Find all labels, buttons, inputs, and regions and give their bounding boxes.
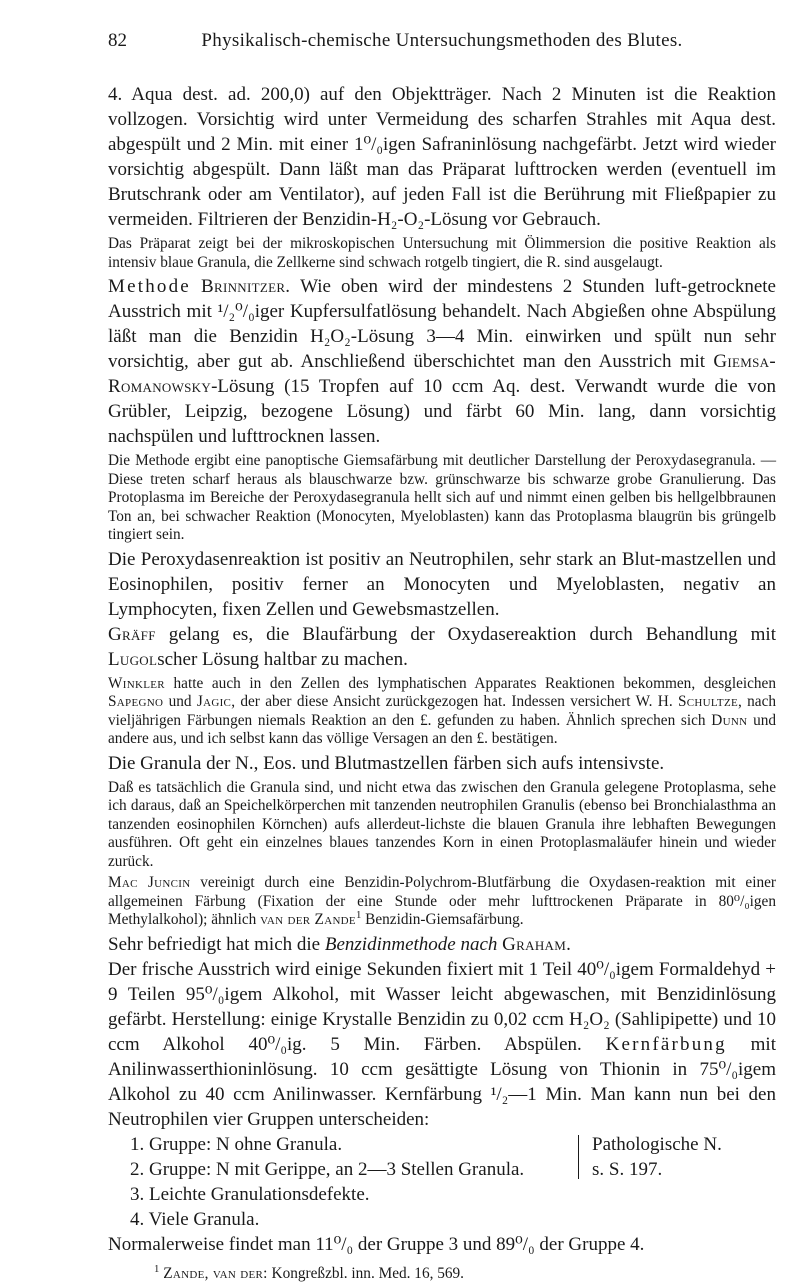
method-label: Methode	[108, 276, 191, 297]
group-4: 4. Viele Granula.	[108, 1207, 776, 1232]
author-giemsa: Giemsa-Romanowsky	[108, 351, 776, 397]
page-body	[108, 82, 776, 1283]
note-tatsaechlich: Daß es tatsächlich die Granula sind, und nicht etwa das zwischen den Granula gelegene Protoplasma, sehe ich daraus, daß an Speichelkörperchen mit tanzenden neutrophilen Granulis (ebenso bei Bronchialasthma an tanzenden eosinophilen Körnchen) aufs allerdeut-lichste die blauen Granula ihre lebhaften Bewegungen ausführen. Oft geht ein einzelnes blaues tanzendes Korn in einen Protoplasmaläufer hinein und wieder zurück.	[108, 779, 776, 872]
paragraph-normal: Normalerweise findet man 11⁰/₀ der Gruppe 3 und 89⁰/₀ der Gruppe 4.	[108, 1232, 776, 1257]
brace-label-1: Pathologische N.	[592, 1132, 722, 1157]
group-list	[108, 1132, 776, 1232]
author-lugol: Lugol	[108, 649, 157, 670]
page-number: 82	[108, 30, 127, 52]
footnote: $^1$ Zande, van der: Kongreßzbl. inn. Med. 16, 569.	[108, 1265, 776, 1283]
paragraph-peroxydasen: Die Peroxydasenreaktion ist positiv an Neutrophilen, sehr stark an Blut-mastzellen und Eosinophilen, positiv ferner an Monocyten und Myeloblasten, negativ an Lymphocyten, fixen Zellen und Gewebsmastzellen.	[108, 547, 776, 622]
paragraph-graham: Sehr befriedigt hat mich die Benzidinmethode nach Graham.	[108, 932, 776, 957]
note-winkler: Winkler hatte auch in den Zellen des lymphatischen Apparates Reaktionen bekommen, desgleichen Sapegno und Jagic, der aber diese Ansicht zurückgezogen hat. Indessen versichert W. H. Schultze, nach vieljährigen Färbungen niemals Reaktion an den £. gefunden zu haben. Ähnlich sprechen sich Dunn und andere aus, und ich selbst kann das völlige Versagen an den £. bestätigen.	[108, 675, 776, 749]
paragraph-aqua: 4. Aqua dest. ad. 200,0) auf den Objektträger. Nach 2 Minuten ist die Reaktion vollzogen. Vorsichtig wird unter Vermeidung des scharfen Strahles mit Aqua dest. abgespült und 2 Min. mit einer 1⁰/₀igen Safraninlösung nachgefärbt. Jetzt wird wieder vorsichtig abgespült. Dann läßt man das Präparat lufttrocken werden (eventuell im Brutschrank oder am Ventilator), auf jeden Fall ist die Berührung mit Fließpapier zu vermeiden. Filtrieren der Benzidin-H₂-O₂-Lösung vor Gebrauch.	[108, 82, 776, 232]
brace-icon	[578, 1135, 585, 1179]
paragraph-granula: Die Granula der N., Eos. und Blutmastzellen färben sich aufs intensivste.	[108, 751, 776, 776]
brace-annotation	[578, 1132, 778, 1182]
author-graeff: Gräff	[108, 624, 156, 645]
footnote-ref: 1	[356, 909, 361, 921]
author-brinnitzer: Brinnitzer.	[201, 276, 290, 297]
note-mac-juncin: Mac Juncin vereinigt durch eine Benzidin-Polychrom-Blutfärbung die Oxydasen-reaktion mit einer allgemeinen Färbung (Fixation der eine Stunde oder mehr lufttrockenen Präparate in 80⁰/₀igen Methylalkohol); ähnlich van der Zande$^1$ Benzidin-Giemsafärbung.	[108, 874, 776, 930]
paragraph-graeff: Gräff gelang es, die Blaufärbung der Oxydasereaktion durch Behandlung mit Lugolscher Lösung haltbar zu machen.	[108, 622, 776, 672]
group-3: 3. Leichte Granulationsdefekte.	[108, 1182, 776, 1207]
page-header	[108, 30, 776, 56]
note-praeparat: Das Präparat zeigt bei der mikroskopischen Untersuchung mit Ölimmersion die positive Reaktion als intensiv blaue Granula, die Zellkerne sind schwach rotgelb tingiert, die R. sind ausgelaugt.	[108, 235, 776, 272]
group-1: 1. Gruppe: N ohne Granula.	[108, 1132, 776, 1157]
group-2: 2. Gruppe: N mit Gerippe, an 2—3 Stellen Granula.	[108, 1157, 776, 1182]
brace-label-2: s. S. 197.	[592, 1157, 662, 1182]
running-title: Physikalisch-chemische Untersuchungsmethoden des Blutes.	[108, 30, 776, 52]
note-panoptisch: Die Methode ergibt eine panoptische Giemsafärbung mit deutlicher Darstellung der Peroxydasegranula. — Diese treten scharf heraus als blauschwarze bzw. grünschwarze bis schwarze grobe Granulierung. Das Protoplasma im Bereiche der Peroxydasegranula hellt sich auf und nimmt einen gelben bis hellgelbbraunen Ton an, bei schwacher Reaktion (Monocyten, Myeloblasten) kann das Protoplasma blaugrün bis grüngelb tingiert sein.	[108, 452, 776, 545]
paragraph-ausstrich: Der frische Ausstrich wird einige Sekunden fixiert mit 1 Teil 40⁰/₀igem Formaldehyd + 9 Teilen 95⁰/₀igem Alkohol, mit Wasser leicht abgewaschen, mit Benzidinlösung gefärbt. Herstellung: einige Krystalle Benzidin zu 0,02 ccm H₂O₂ (Sahlipipette) und 10 ccm Alkohol 40⁰/₀ig. 5 Min. Färben. Abspülen. Kernfärbung mit Anilinwasserthioninlösung. 10 ccm gesättigte Lösung von Thionin in 75⁰/₀igem Alkohol zu 40 ccm Anilinwasser. Kernfärbung ¹/₂—1 Min. Man kann nun bei den Neutrophilen vier Gruppen unterscheiden:	[108, 957, 776, 1132]
paragraph-brinnitzer: Methode Brinnitzer. Wie oben wird der mindestens 2 Stunden luft-getrocknete Ausstrich mit ¹/₂⁰/₀iger Kupfersulfatlösung behandelt. Nach Abgießen ohne Abspülung läßt man die Benzidin H₂O₂-Lösung 3—4 Min. einwirken und spült nun sehr vorsichtig, aber gut ab. Anschließend überschichtet man den Ausstrich mit Giemsa-Romanowsky-Lösung (15 Tropfen auf 10 ccm Aq. dest. Verwandt wurde die von Grübler, Leipzig, bezogene Lösung) und färbt 60 Min. lang, dann vorsichtig nachspülen und lufttrocknen lassen.	[108, 274, 776, 449]
